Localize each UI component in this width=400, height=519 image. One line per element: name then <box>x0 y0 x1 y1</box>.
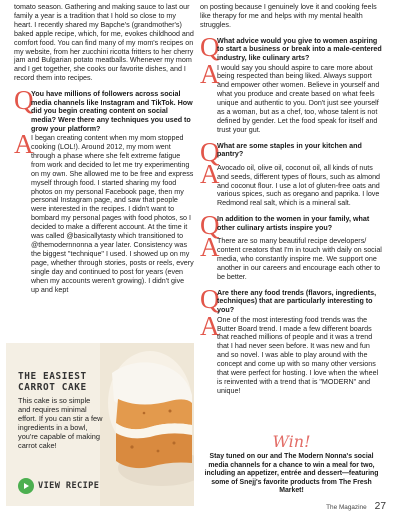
a-letter: A <box>200 232 220 263</box>
right-intro-paragraph: on posting because I genuinely love it and cooking feels like therapy for me and helps with my mental health struggles. <box>200 3 377 29</box>
qa-block-5 <box>200 283 383 396</box>
view-recipe-label: VIEW RECIPE <box>38 481 100 491</box>
question-4 <box>200 210 383 241</box>
play-arrow-icon <box>18 478 34 494</box>
qa-block-4 <box>200 210 383 282</box>
carrot-cake-image <box>100 343 194 506</box>
question-3 <box>200 136 383 167</box>
answer-4-text: There are so many beautiful recipe developers/ content creators that I'm in touch with daily on social media, who constantly inspire me. We support one another in our careers and encourage each other to be better. <box>217 237 382 281</box>
answer-2-text: I would say you should aspire to care more about being respected than being liked. Always support and empower other women. Believe in yourself and what you produce and create based on what feels unique and authentic to you. Don't just see yourself as a woman, but as a chef, too, whose talent is not defined by gender. Let the food speak for itself and trust your gut. <box>217 63 380 134</box>
a-letter: A <box>14 129 34 160</box>
page-footer <box>326 501 386 512</box>
promo-description: This cake is so simple and requires minimal effort. If you can stir a few ingredients in a bowl, you're capable of making carrot cake! <box>18 396 103 450</box>
question-1 <box>14 85 194 133</box>
magazine-name: The Magazine <box>326 504 367 511</box>
answer-1-text: I began creating content when my mom stopped cooking (LOL!). Around 2012, my mom went through a phase where she felt extreme fatigue from work and decided to let me try experimenting on my own. She allowed me to be free and express myself through food. I started sharing my food photos on my personal Facebook page, then my personal Instagram page, and saw that people were interested in the recipes. I didn't want to bombard my personal pages with food photos, so I decided to make a different account. At the time it was called @basicallytasty which transitioned to @themodernnonna a year later. Consistency was the biggest "technique" I used. I showed up on my page, whether through stories, posts or reels, every single day and continued to post for years (even when my accounts weren't growing). I didn't give up and kept <box>31 134 194 294</box>
answer-3-text: Avocado oil, olive oil, coconut oil, all kinds of nuts and seeds, different types of flours, such as almond and coconut flour. I use a lot of gluten-free oats and various spices, such as oregano and paprika. I love Redmond real salt, which is a mineral salt. <box>217 163 381 208</box>
a-letter: A <box>200 158 220 189</box>
question-5 <box>200 283 383 315</box>
q-letter: Q <box>200 136 220 167</box>
answer-1 <box>14 129 194 294</box>
answer-5-text: One of the most interesting food trends was the Butter Board trend. I made a few different boards that reached millions of people and it was a trend that I had never seen before. It was new and fun and so novel. I was able to play around with the concept and come up with so many other versions that were perfect for hosting. I love when the wheel is reinvented with a trend that is "MODERN" and unique! <box>217 315 379 395</box>
qa-block-3 <box>200 136 383 209</box>
promo-text-block <box>18 371 103 450</box>
q-letter: Q <box>200 210 220 241</box>
question-3-text: What are some staples in your kitchen and pantry? <box>217 141 362 159</box>
qa-block-2 <box>200 31 383 135</box>
qa-block-1 <box>14 85 194 294</box>
q-letter: Q <box>200 31 220 62</box>
giveaway-text: Stay tuned on our and The Modern Nonna's social media channels for a chance to win a meal for two, including an appetizer, entrée and dessert—featuring some of Snejj's favorite products from The Fresh Market! <box>204 453 379 495</box>
answer-4 <box>200 232 383 282</box>
win-heading: Win! <box>272 432 311 451</box>
question-2 <box>200 31 383 63</box>
question-5-text: Are there any food trends (flavors, ingredients, techniques) that are particularly interesting to you? <box>217 288 377 314</box>
page-number: 27 <box>374 501 386 512</box>
q-letter: Q <box>14 85 34 116</box>
answer-3 <box>200 158 383 209</box>
question-1-text: You have millions of followers across social media channels like Instagram and TikTok. How did you begin creating content on social media? Were there any techniques you used to grow your platform? <box>31 90 193 133</box>
q-letter: Q <box>200 283 220 314</box>
carrot-cake-promo <box>6 343 194 506</box>
giveaway-callout <box>200 433 383 496</box>
view-recipe-button[interactable] <box>18 478 99 494</box>
question-2-text: What advice would you give to women aspiring to start a business or break into a male-centered industry, like culinary arts? <box>217 36 382 62</box>
right-column <box>200 3 383 396</box>
a-letter: A <box>200 58 220 89</box>
a-letter: A <box>200 310 220 341</box>
promo-title: THE EASIEST CARROT CAKE <box>18 371 87 393</box>
left-column <box>14 3 194 294</box>
answer-5 <box>200 310 383 396</box>
answer-2 <box>200 58 383 135</box>
question-4-text: In addition to the women in your family, what other culinary artists inspire you? <box>217 215 370 232</box>
left-intro-paragraph: tomato season. Gathering and making sauce to last our family a year is a tradition that I hold so close to my heart. I recently shared my Bapche's (grandmother's) baked apple recipe, which, for me, evokes childhood and comfort food. You can find many of my mom's recipes on my website, from her zucchini ricotta fritters to her cherry jam and Bulgarian potato meatballs. Whenever my mom and I get together, she cooks our favorite dishes, and I record them into recipes. <box>14 3 194 83</box>
